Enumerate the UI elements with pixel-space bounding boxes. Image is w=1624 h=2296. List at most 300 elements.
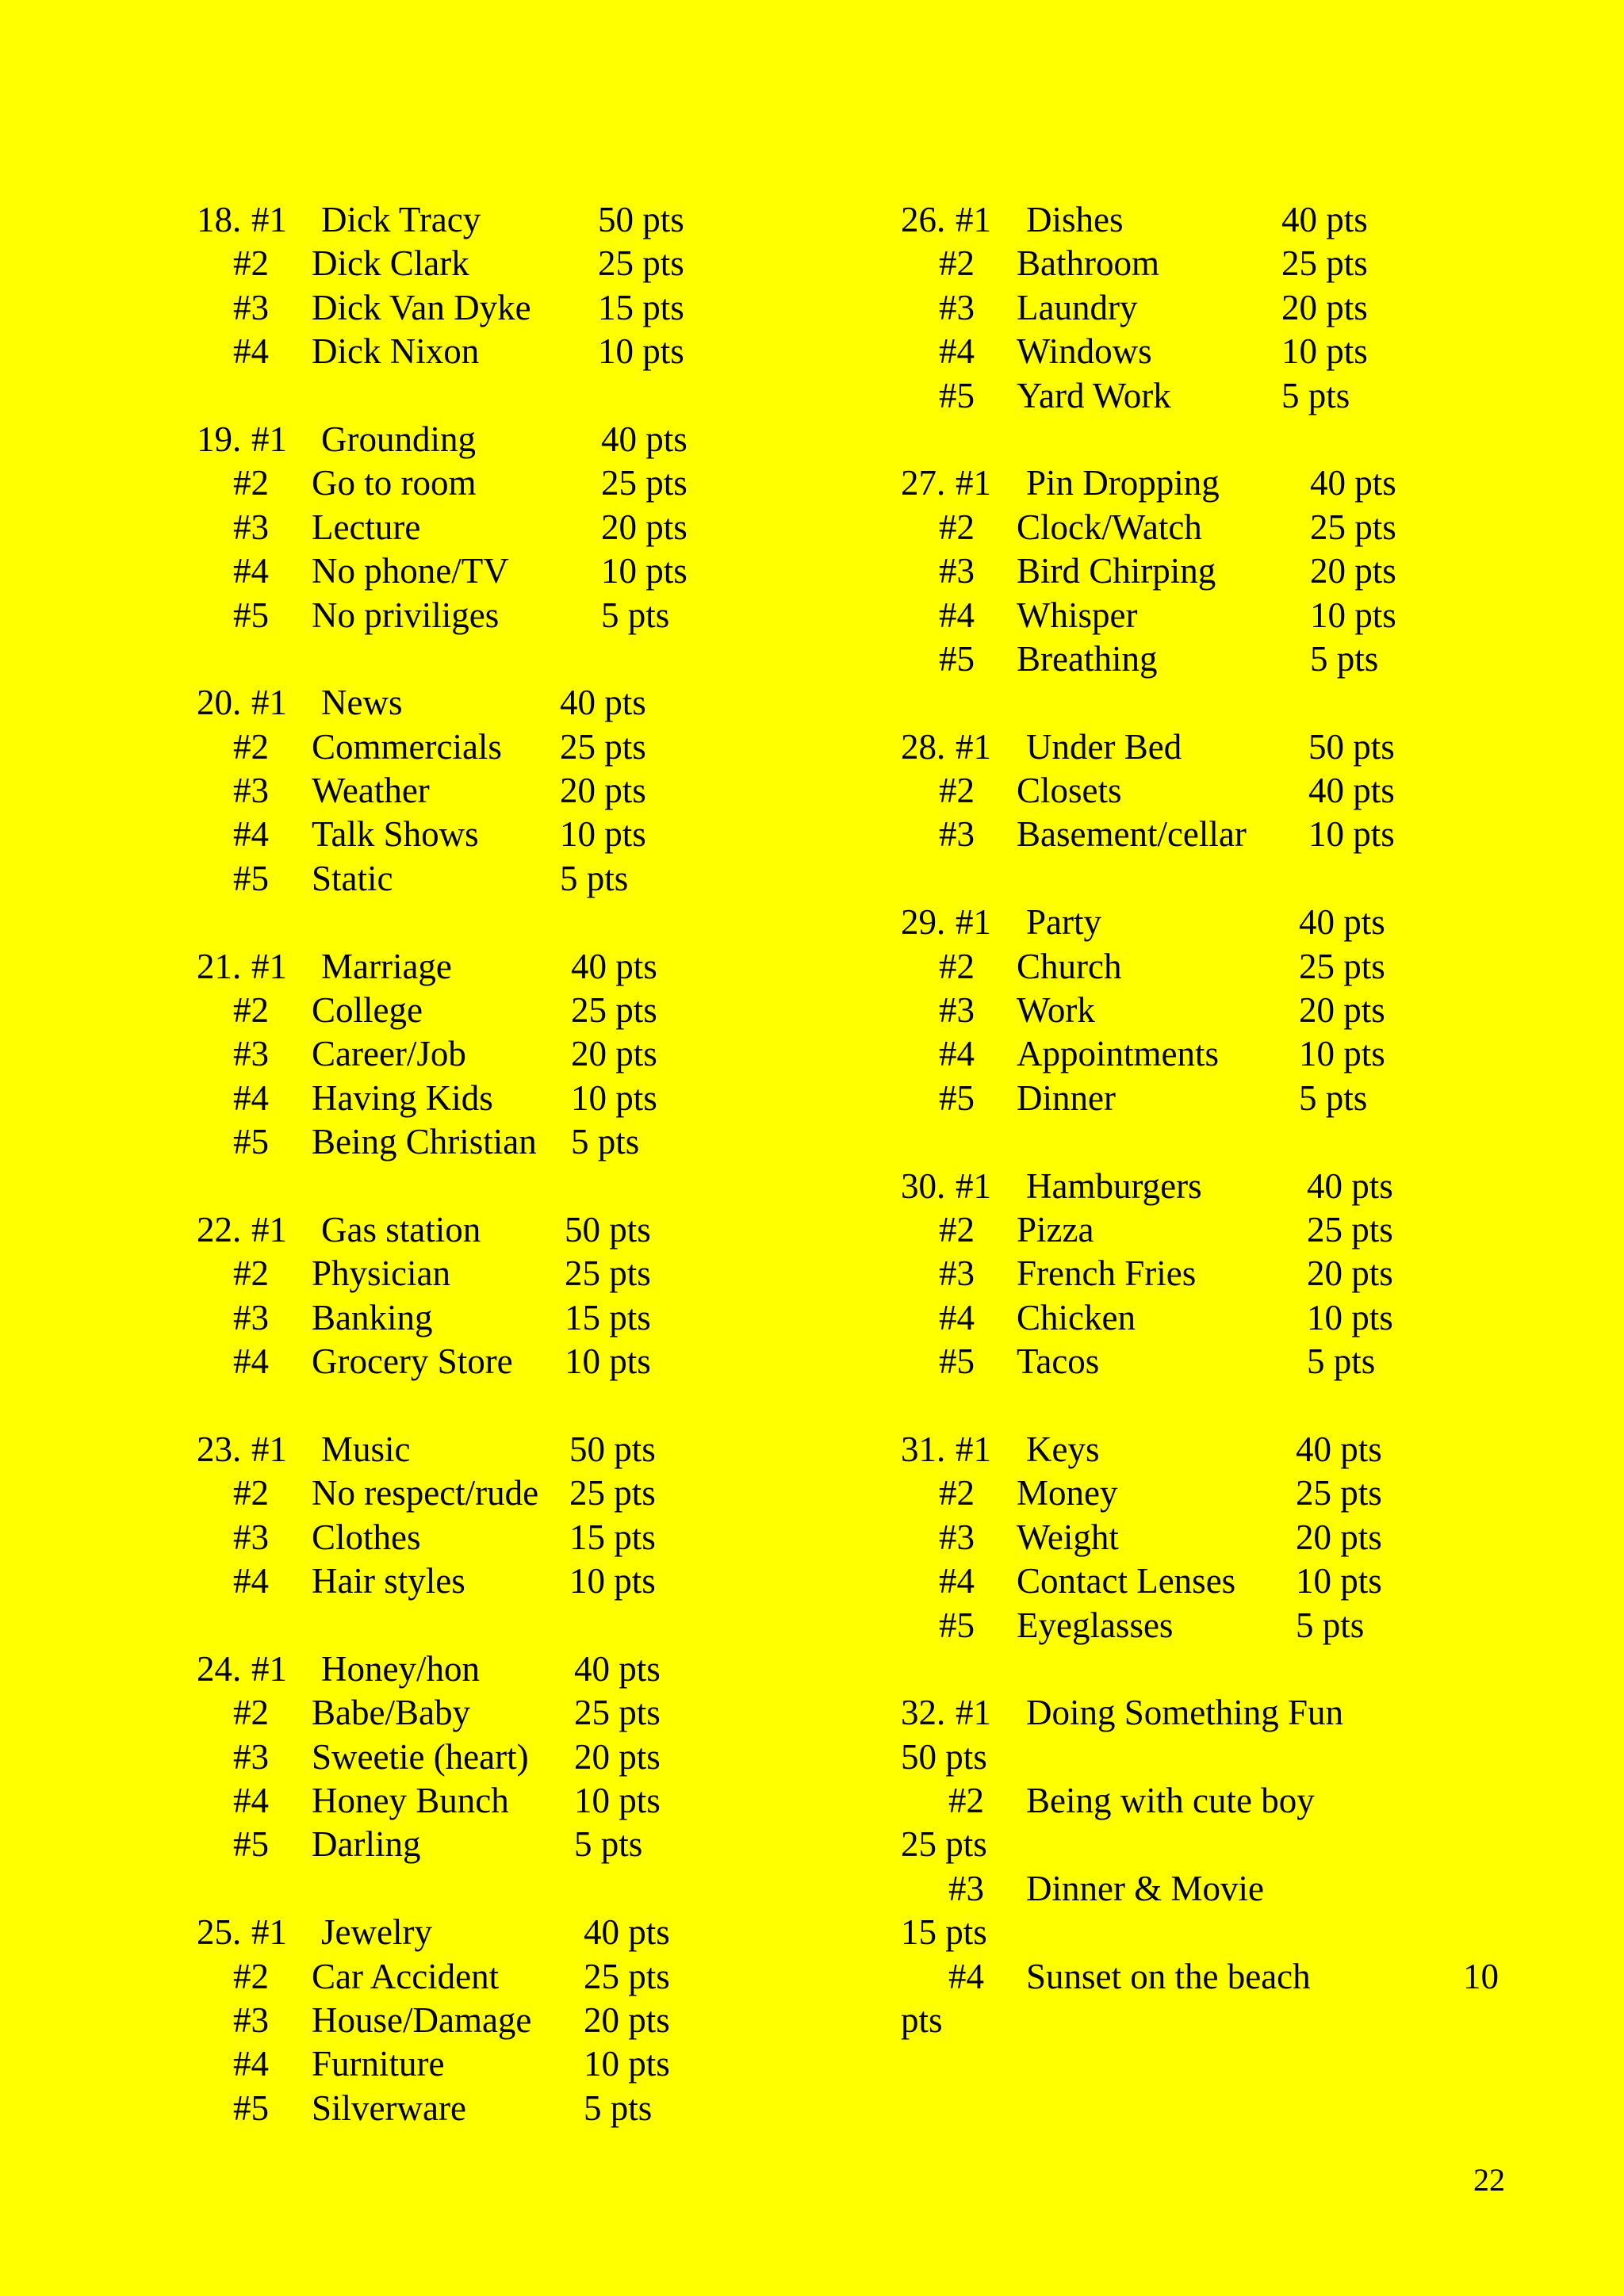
answer-line: [901, 506, 1519, 549]
question-number: 18.: [197, 200, 242, 239]
answer-line: [901, 989, 1519, 1032]
answer-rank: #3: [939, 990, 975, 1031]
answer-points: 5 pts: [1296, 1605, 1365, 1645]
answer-line: [901, 374, 1519, 418]
answer-rank: #3: [233, 771, 269, 811]
answer-points: 25 pts: [1299, 946, 1385, 986]
answer-points: 10 pts: [1281, 331, 1368, 372]
answer-points-line: [901, 1735, 1519, 1779]
answer-text: Silverware: [312, 2087, 466, 2128]
answer-rank: #3: [233, 507, 269, 547]
answer-text: Tacos: [1017, 1341, 1100, 1382]
answer-line: [197, 945, 799, 989]
left-column: [197, 198, 799, 2130]
answer-text: Jewelry: [321, 1912, 432, 1953]
answer-text: Physician: [312, 1253, 450, 1294]
answer-points: 10 pts: [1299, 1034, 1385, 1074]
answer-line: [901, 813, 1519, 856]
spacer: [197, 901, 799, 944]
answer-rank: #1: [251, 200, 287, 239]
spacer: [197, 1384, 799, 1428]
answer-text: Eyeglasses: [1017, 1605, 1174, 1645]
answer-line: [197, 1208, 799, 1252]
answer-points: 40 pts: [1296, 1429, 1382, 1469]
answer-line: [197, 286, 799, 330]
question-number: 26.: [901, 200, 946, 239]
answer-points: 25 pts: [560, 726, 646, 767]
answer-line: [197, 549, 799, 593]
answer-points: 5 pts: [560, 858, 629, 898]
answer-text: Babe/Baby: [312, 1693, 470, 1733]
answer-line: [197, 1032, 799, 1076]
answer-rank: #1: [251, 946, 287, 986]
answer-text: Party: [1026, 902, 1101, 943]
answer-points: 40 pts: [574, 1648, 661, 1689]
answer-line: [197, 1120, 799, 1164]
answer-points: 25 pts: [601, 463, 688, 503]
answer-line: [901, 1252, 1519, 1295]
answer-text: Keys: [1026, 1429, 1100, 1469]
answer-rank: #4: [948, 1956, 984, 1996]
answer-rank: #2: [939, 946, 975, 986]
answer-line: [901, 330, 1519, 373]
answer-text: Talk Shows: [312, 814, 479, 855]
answer-text: Honey/hon: [321, 1648, 480, 1689]
answer-points: 40 pts: [560, 683, 646, 723]
answer-text: No phone/TV: [312, 551, 509, 591]
answer-rank: #3: [233, 1736, 269, 1777]
answer-rank: #4: [233, 2044, 269, 2084]
answer-text: Having Kids: [312, 1077, 493, 1118]
answer-rank: #3: [939, 287, 975, 327]
answer-points: 5 pts: [1307, 1341, 1376, 1382]
answer-text: Commercials: [312, 726, 502, 767]
answer-text: Being with cute boy: [1026, 1781, 1315, 1821]
answer-text: Being Christian: [312, 1122, 537, 1162]
answer-points: 20 pts: [1281, 287, 1368, 327]
answer-text: Go to room: [312, 463, 477, 503]
spacer: [197, 1165, 799, 1208]
answer-line: [901, 1165, 1519, 1208]
answer-rank: #2: [939, 1209, 975, 1249]
answer-points: 40 pts: [1281, 200, 1368, 239]
answer-points: 10 pts: [1310, 595, 1396, 635]
answer-rank: #4: [233, 814, 269, 855]
answer-text: Hamburgers: [1026, 1165, 1202, 1206]
answer-rank: #5: [233, 1824, 269, 1865]
answer-text: Music: [321, 1429, 411, 1469]
answer-line: [197, 681, 799, 725]
answer-rank: #4: [233, 1341, 269, 1382]
answer-line: [197, 418, 799, 461]
answer-rank: #5: [939, 1077, 975, 1118]
answer-line: [901, 769, 1519, 813]
answer-text: Doing Something Fun: [1026, 1693, 1344, 1733]
answer-rank: #5: [939, 1341, 975, 1382]
answer-points: 25 pts: [571, 990, 657, 1031]
answer-rank: #1: [251, 1648, 287, 1689]
answer-rank: #3: [939, 551, 975, 591]
spacer: [901, 1384, 1519, 1428]
answer-rank: #4: [233, 1561, 269, 1601]
answer-line: [197, 198, 799, 242]
answer-points: 15 pts: [598, 287, 684, 327]
answer-points: 40 pts: [584, 1912, 670, 1953]
answer-line: [197, 857, 799, 901]
answer-line: [197, 330, 799, 373]
answer-points: 10 pts: [574, 1781, 661, 1821]
answer-line: [901, 1604, 1519, 1647]
answer-points: 50 pts: [565, 1209, 651, 1249]
answer-rank: #1: [956, 1165, 991, 1206]
answer-line: [901, 1208, 1519, 1252]
answer-line: [197, 1691, 799, 1735]
answer-text: Work: [1017, 990, 1095, 1031]
answer-line: [901, 1032, 1519, 1076]
answer-rank: #3: [233, 2000, 269, 2041]
answer-points: 25 pts: [1296, 1473, 1382, 1513]
answer-line: [901, 725, 1519, 769]
answer-line: [197, 1428, 799, 1471]
answer-rank: #1: [251, 1209, 287, 1249]
answer-points: 5 pts: [584, 2087, 653, 2128]
answer-rank: #4: [939, 1297, 975, 1337]
answer-points: 20 pts: [560, 771, 646, 811]
question-number: 28.: [901, 726, 946, 767]
answer-line: [197, 506, 799, 549]
answer-line: [197, 2087, 799, 2130]
answer-text: Dishes: [1026, 200, 1124, 239]
answer-rank: #1: [956, 200, 991, 239]
answer-rank: #5: [939, 375, 975, 415]
answer-rank: #2: [939, 1473, 975, 1513]
answer-rank: #5: [233, 1122, 269, 1162]
spacer: [901, 681, 1519, 725]
answer-points: 50 pts: [901, 1736, 987, 1777]
spacer: [197, 1867, 799, 1911]
answer-rank: #3: [939, 814, 975, 855]
answer-points: 10: [1463, 1956, 1499, 1996]
answer-rank: #1: [956, 1693, 991, 1733]
spacer: [901, 857, 1519, 901]
answer-line: [197, 242, 799, 285]
answer-line: [901, 637, 1519, 681]
answer-text: Sweetie (heart): [312, 1736, 529, 1777]
answer-text: Pizza: [1017, 1209, 1094, 1249]
question-number: 32.: [901, 1693, 946, 1733]
answer-points: 5 pts: [571, 1122, 640, 1162]
answer-line: [901, 461, 1519, 505]
answer-rank: #3: [233, 1034, 269, 1074]
answer-text: Banking: [312, 1297, 433, 1337]
answer-line: [901, 286, 1519, 330]
answer-rank: #4: [233, 551, 269, 591]
answer-line: [197, 1999, 799, 2042]
answer-text: Weather: [312, 771, 430, 811]
answer-line: [901, 1471, 1519, 1515]
answer-text: Under Bed: [1026, 726, 1182, 767]
answer-points: 10 pts: [598, 331, 684, 372]
spacer: [901, 1120, 1519, 1164]
answer-text: Lecture: [312, 507, 421, 547]
answer-text: French Fries: [1017, 1253, 1197, 1294]
answer-points: 50 pts: [1308, 726, 1395, 767]
answer-line: [197, 725, 799, 769]
answer-rank: #2: [233, 243, 269, 284]
answer-rank: #1: [956, 902, 991, 943]
answer-rank: #4: [939, 595, 975, 635]
answer-line: [197, 1471, 799, 1515]
answer-text: Closets: [1017, 771, 1122, 811]
answer-text: Dinner & Movie: [1026, 1868, 1264, 1908]
answer-rank: #2: [233, 1693, 269, 1733]
answer-points: 15 pts: [569, 1517, 656, 1557]
spacer: [901, 418, 1519, 461]
answer-text: Dick Tracy: [321, 200, 481, 239]
answer-rank: #2: [233, 726, 269, 767]
answer-text: No respect/rude: [312, 1473, 539, 1513]
answer-text: Car Accident: [312, 1956, 500, 1996]
answer-points: 5 pts: [1310, 638, 1379, 679]
answer-rank: #2: [939, 507, 975, 547]
answer-rank: #4: [233, 331, 269, 372]
answer-text: Chicken: [1017, 1297, 1136, 1337]
answer-rank: #4: [233, 1781, 269, 1821]
answer-line: [901, 1077, 1519, 1120]
answer-rank: #3: [233, 1297, 269, 1337]
answer-rank: #3: [948, 1868, 984, 1908]
answer-points: 50 pts: [569, 1429, 656, 1469]
answer-text: Dick Van Dyke: [312, 287, 531, 327]
answer-points: 25 pts: [1310, 507, 1396, 547]
spacer: [197, 1604, 799, 1647]
answer-line: [901, 1428, 1519, 1471]
answer-line: [197, 1955, 799, 1999]
answer-rank: #2: [233, 990, 269, 1031]
answer-text: Pin Dropping: [1026, 463, 1220, 503]
question-number: 23.: [197, 1429, 242, 1469]
answer-points: 25 pts: [1307, 1209, 1393, 1249]
answer-rank: #5: [233, 2087, 269, 2128]
answer-points: 25 pts: [901, 1824, 987, 1865]
answer-text: Grocery Store: [312, 1341, 513, 1382]
answer-rank: #2: [939, 243, 975, 284]
answer-rank: #5: [233, 595, 269, 635]
question-answer-line: [901, 1867, 1519, 1911]
answer-points: 5 pts: [574, 1824, 643, 1865]
question-number: 19.: [197, 419, 242, 459]
question-answer-line: [901, 1691, 1519, 1735]
answer-text: Career/Job: [312, 1034, 466, 1074]
answer-points: 10 pts: [560, 814, 646, 855]
answer-points: 10 pts: [565, 1341, 651, 1382]
answer-text: Laundry: [1017, 287, 1138, 327]
answer-line: [197, 1077, 799, 1120]
question-number: 25.: [197, 1912, 242, 1953]
answer-points: 20 pts: [601, 507, 688, 547]
answer-text: Dick Nixon: [312, 331, 480, 372]
answer-text: Furniture: [312, 2044, 445, 2084]
answer-line: [197, 1340, 799, 1383]
answer-rank: #4: [939, 1561, 975, 1601]
answer-line: [901, 1516, 1519, 1559]
answer-rank: #3: [939, 1517, 975, 1557]
answer-points: 25 pts: [569, 1473, 656, 1513]
answer-text: College: [312, 990, 423, 1031]
answer-line: [901, 1340, 1519, 1383]
answer-line: [901, 1296, 1519, 1340]
answer-text: Gas station: [321, 1209, 481, 1249]
answer-text: Bathroom: [1017, 243, 1159, 284]
question-number: 22.: [197, 1209, 242, 1249]
answer-text: House/Damage: [312, 2000, 532, 2041]
page-number: 22: [1473, 2162, 1505, 2198]
answer-rank: #1: [251, 419, 287, 459]
answer-text: Whisper: [1017, 595, 1138, 635]
answer-points: 40 pts: [571, 946, 657, 986]
answer-points: 40 pts: [1307, 1165, 1393, 1206]
answer-text: Marriage: [321, 946, 452, 986]
answer-text: Hair styles: [312, 1561, 465, 1601]
answer-points: 20 pts: [1296, 1517, 1382, 1557]
answer-rank: #2: [233, 1956, 269, 1996]
answer-rank: #4: [233, 1077, 269, 1118]
answer-text: Breathing: [1017, 638, 1158, 679]
answer-rank: #4: [939, 1034, 975, 1074]
answer-text: Dinner: [1017, 1077, 1116, 1118]
answer-points: 15 pts: [565, 1297, 651, 1337]
answer-rank: #5: [939, 1605, 975, 1645]
answer-line: [197, 2042, 799, 2086]
question-number: 21.: [197, 946, 242, 986]
answer-points: 25 pts: [574, 1693, 661, 1733]
answer-points: 15 pts: [901, 1912, 987, 1953]
answer-text: No priviliges: [312, 595, 500, 635]
answer-line: [197, 461, 799, 505]
answer-points: 5 pts: [601, 595, 670, 635]
answer-points: 10 pts: [584, 2044, 670, 2084]
answer-points: 10 pts: [1308, 814, 1395, 855]
answer-text: Weight: [1017, 1517, 1119, 1557]
answer-points: 20 pts: [1299, 990, 1385, 1031]
answer-rank: #5: [233, 858, 269, 898]
answer-points: 10 pts: [1296, 1561, 1382, 1601]
answer-text: Church: [1017, 946, 1122, 986]
answer-text: Yard Work: [1017, 375, 1171, 415]
answer-line: [197, 769, 799, 813]
answer-points: 5 pts: [1299, 1077, 1368, 1118]
answer-rank: #2: [948, 1781, 984, 1821]
answer-rank: #4: [939, 331, 975, 372]
spacer: [901, 1647, 1519, 1691]
answer-line: [197, 1559, 799, 1603]
spacer: [197, 374, 799, 418]
question-number: 27.: [901, 463, 946, 503]
answer-text: Static: [312, 858, 393, 898]
answer-text: Grounding: [321, 419, 476, 459]
answer-text: Dick Clark: [312, 243, 469, 284]
answer-rank: #1: [956, 463, 991, 503]
spacer: [197, 637, 799, 681]
answer-points: pts: [901, 2000, 943, 2041]
answer-points: 50 pts: [598, 200, 684, 239]
answer-rank: #2: [233, 1253, 269, 1294]
question-number: 20.: [197, 683, 242, 723]
answer-points: 10 pts: [569, 1561, 656, 1601]
question-answer-line: [901, 1955, 1519, 1999]
answer-line: [901, 945, 1519, 989]
answer-points: 10 pts: [1307, 1297, 1393, 1337]
answer-points: 40 pts: [1310, 463, 1396, 503]
answer-points: 20 pts: [584, 2000, 670, 2041]
answer-rank: #1: [251, 1429, 287, 1469]
answer-line: [901, 242, 1519, 285]
answer-line: [197, 594, 799, 637]
answer-points: 10 pts: [571, 1077, 657, 1118]
answer-line: [197, 1779, 799, 1823]
answer-line: [197, 1911, 799, 1954]
answer-line: [197, 1823, 799, 1866]
answer-points: 40 pts: [601, 419, 688, 459]
answer-rank: #2: [233, 463, 269, 503]
answer-rank: #1: [956, 1429, 991, 1469]
answer-points: 10 pts: [601, 551, 688, 591]
answer-text: Honey Bunch: [312, 1781, 509, 1821]
answer-line: [901, 549, 1519, 593]
answer-points: 20 pts: [1310, 551, 1396, 591]
answer-points-line: [901, 1911, 1519, 1954]
answer-rank: #2: [939, 771, 975, 811]
answer-line: [901, 594, 1519, 637]
question-answer-line: [901, 1779, 1519, 1823]
answer-line: [197, 1647, 799, 1691]
question-number: 31.: [901, 1429, 946, 1469]
answer-line: [197, 989, 799, 1032]
answer-text: Appointments: [1017, 1034, 1219, 1074]
answer-points: 25 pts: [565, 1253, 651, 1294]
answer-rank: #2: [233, 1473, 269, 1513]
answer-points: 40 pts: [1299, 902, 1385, 943]
answer-rank: #3: [233, 287, 269, 327]
answer-text: Sunset on the beach: [1026, 1956, 1311, 1996]
answer-points-line: [901, 1823, 1519, 1866]
answer-line: [901, 1559, 1519, 1603]
answer-rank: #1: [251, 1912, 287, 1953]
answer-points: 20 pts: [571, 1034, 657, 1074]
answer-text: Bird Chirping: [1017, 551, 1216, 591]
answer-text: Clothes: [312, 1517, 421, 1557]
answer-rank: #1: [956, 726, 991, 767]
answer-text: Clock/Watch: [1017, 507, 1202, 547]
answer-points: 25 pts: [1281, 243, 1368, 284]
answer-text: Basement/cellar: [1017, 814, 1247, 855]
answer-line: [197, 1252, 799, 1295]
answer-text: Darling: [312, 1824, 421, 1865]
answer-points-line: [901, 1999, 1519, 2042]
answer-rank: #3: [939, 1253, 975, 1294]
answer-points: 5 pts: [1281, 375, 1350, 415]
answer-line: [197, 1735, 799, 1779]
answer-points: 20 pts: [1307, 1253, 1393, 1294]
answer-rank: #1: [251, 683, 287, 723]
answer-line: [197, 813, 799, 856]
answer-text: News: [321, 683, 403, 723]
question-number: 24.: [197, 1648, 242, 1689]
answer-line: [197, 1516, 799, 1559]
answer-points: 20 pts: [574, 1736, 661, 1777]
answer-rank: #5: [939, 638, 975, 679]
answer-text: Contact Lenses: [1017, 1561, 1236, 1601]
